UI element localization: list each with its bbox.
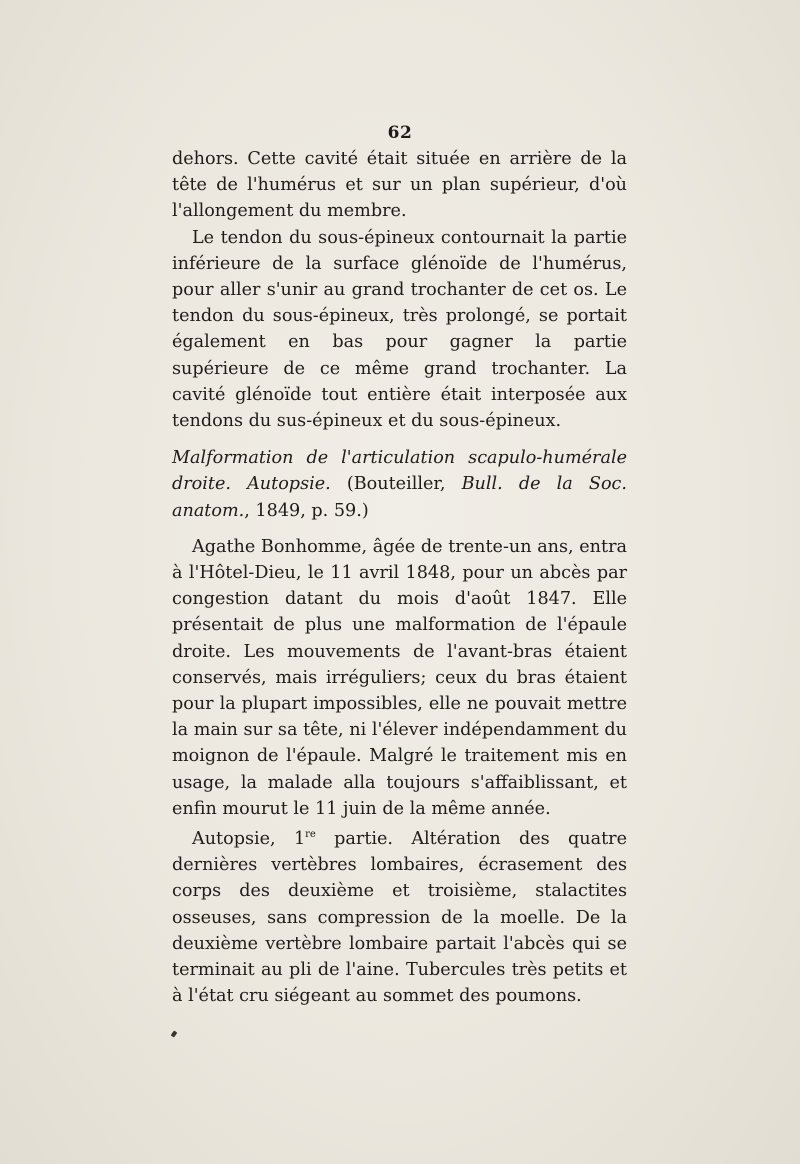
section-gap [172, 524, 627, 534]
autopsy-rest: partie. Altération des quatre dernières vertèbres lombaires, écrasement des corps des deuxième et troisième, stalactites osseuses, sans compression de la moelle. De la deuxième vertèbre lombaire partait l'abcès qui se terminait au pli de l'aine. Tubercules très petits et à l'état cru siégeant au sommet des poumons. [172, 828, 627, 1007]
paragraph-case: Agathe Bonhomme, âgée de trente-un ans, entra à l'Hôtel-Dieu, le 11 avril 1848, pour un abcès par congestion datant du mois d'août 1847. Elle présentait de plus une malformation de l'épaule droite. Les mouvements de l'avant-bras étaient conservés, mais irréguliers; ceux du bras étaient pour la plupart impossibles, elle ne pouvait mettre la main sur sa tête, ni l'élever indépendamment du moignon de l'épaule. Malgré le traitement mis en usage, la malade alla toujours s'affaiblissant, et enfin mourut le 11 juin de la même année. [172, 536, 627, 819]
heading-ref-close: , 1849, p. 59.) [244, 500, 369, 521]
autopsy-lead: Autopsie, 1 [192, 828, 306, 849]
paragraph-tendon: Le tendon du sous-épineux contournait la partie inférieure de la surface glénoïde de l'humérus, pour aller s'unir au grand trochanter de cet os. Le tendon du sous-épineux, très prolongé, se portait également en bas pour gagner la partie supérieure de ce même grand trochanter. La cavité glénoïde tout entière était interposée aux tendons du sus-épineux et du sous-épineux. [172, 227, 627, 432]
autopsy-superscript: re [305, 829, 316, 841]
section-heading [172, 445, 627, 524]
paragraph-autopsy [172, 822, 627, 1009]
body-text [172, 146, 627, 1009]
heading-ref-journal: Bull. de la Soc. anatom. [172, 474, 627, 521]
page-number: 62 [387, 123, 413, 143]
paragraph-continuation: dehors. Cette cavité était située en arrière de la tête de l'humérus et sur un plan supérieur, d'où l'allongement du membre. [172, 149, 627, 222]
ink-mark [171, 1030, 178, 1037]
heading-title: Malformation de l'articulation scapulo-humérale droite. Autopsie. [172, 448, 627, 495]
heading-ref-open: (Bouteiller, [330, 474, 462, 495]
